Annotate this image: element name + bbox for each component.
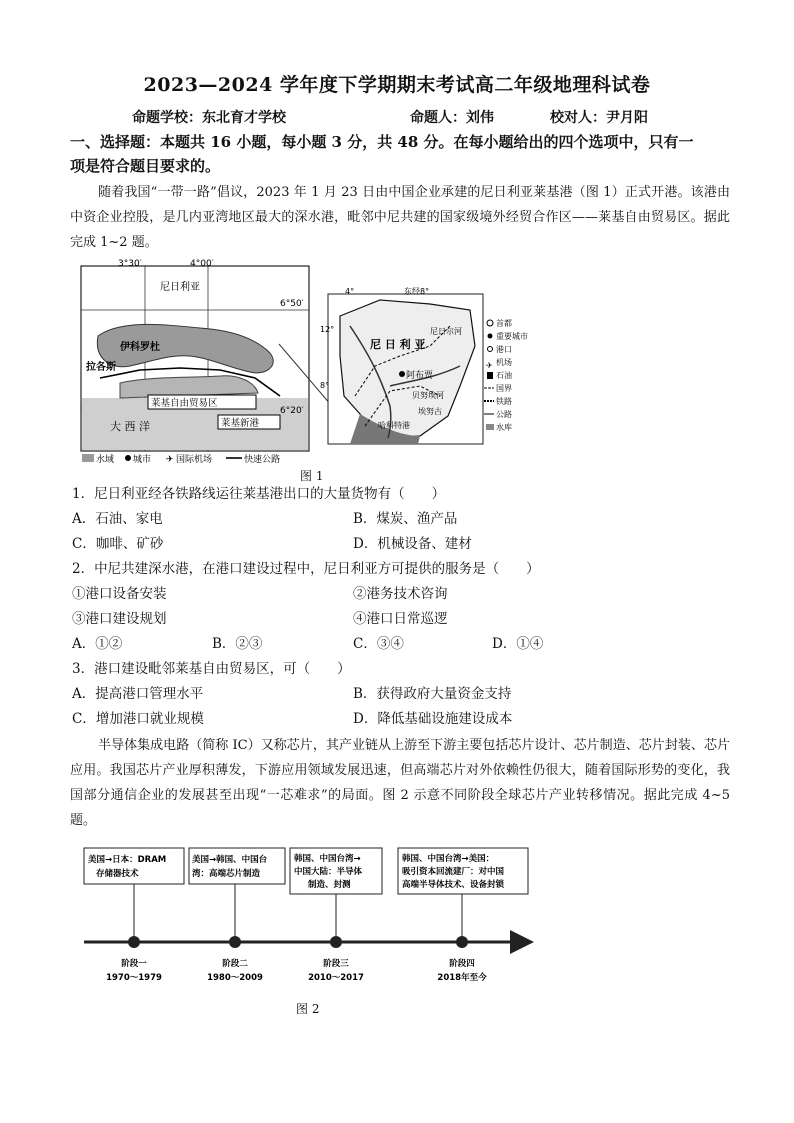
section-heading <box>70 130 730 178</box>
q3-option-b[interactable]: B．获得政府大量资金支持 <box>353 686 512 702</box>
stage3-dot <box>330 936 342 948</box>
right-map-lat-b: 8° <box>320 381 330 390</box>
legend-airport-r: 机场 <box>496 358 512 367</box>
stage4-dot <box>456 936 468 948</box>
right-map-lat-a: 12° <box>320 325 335 334</box>
legend-reservoir: 水库 <box>496 423 512 432</box>
stage2-dot <box>229 936 241 948</box>
right-map-city2: 埃努古 <box>418 407 442 416</box>
oil-icon <box>487 372 493 379</box>
stage4-name: 阶段四 <box>449 959 475 969</box>
left-map-port: 莱基新港 <box>221 418 260 429</box>
stage1-line1: 美国→日本：DRAM <box>88 855 167 865</box>
stage3-line3: 制造、封测 <box>308 880 351 890</box>
legend-capital: 首都 <box>496 319 512 328</box>
figure1-right-map <box>320 286 534 454</box>
figure2-caption: 图 2 <box>296 1002 320 1016</box>
figure2-timeline <box>82 844 542 994</box>
stage4-years: 2018年至今 <box>437 973 487 983</box>
right-map-country: 尼 日 利 亚 <box>370 338 426 351</box>
port-icon <box>488 347 493 352</box>
q3-option-c[interactable]: C．增加港口就业规模 <box>72 711 204 727</box>
stage3-line1: 韩国、中国台湾→ <box>294 854 361 864</box>
q3-option-a[interactable]: A．提高港口管理水平 <box>72 686 204 702</box>
stage2-name: 阶段二 <box>222 959 248 969</box>
page-title: 2023—2024 学年度下学期期末考试高二年级地理科试卷 <box>143 74 651 96</box>
right-map-lon-a: 4° <box>345 287 355 296</box>
passage-1: 随着我国“一带一路”倡议，2023 年 1 月 23 日由中国企业承建的尼日利亚莱基港（图 1）正式开港。该港由中资企业控股，是几内亚湾地区最大的深水港，毗邻中尼共建的国家级境外经贸合作区——莱基自由贸易区。据此完成 1~2 题。 <box>70 185 730 250</box>
q2-item-4: ④港口日常巡逻 <box>353 611 448 627</box>
stage1-name: 阶段一 <box>121 959 147 969</box>
right-map-river2: 贝努埃河 <box>412 391 444 400</box>
stage1-dot <box>128 936 140 948</box>
q2-option-c[interactable]: C．③④ <box>353 636 404 652</box>
q2-item-3: ③港口建设规划 <box>72 611 167 627</box>
legend-oil: 石油 <box>496 371 512 380</box>
stage2-line1: 美国→韩国、中国台 <box>192 855 268 865</box>
left-map-ocean: 大 西 洋 <box>110 420 150 433</box>
left-map-lat1: 6°50′ <box>280 299 304 309</box>
legend-road: 快速公路 <box>244 455 281 465</box>
right-map-river1: 尼日尔河 <box>430 327 462 336</box>
legend-airport-icon: ✈ <box>166 455 174 465</box>
q2-item-1: ①港口设备安装 <box>72 586 167 602</box>
legend-major-city: 重要城市 <box>496 332 528 341</box>
left-map-lon2: 4°00′ <box>190 259 214 269</box>
stage3-name: 阶段三 <box>323 959 349 969</box>
legend-airport: 国际机场 <box>176 455 213 465</box>
stage2-years: 1980～2009 <box>207 973 263 983</box>
right-map-capital: 阿布贾 <box>406 371 434 381</box>
q2-option-a[interactable]: A．①② <box>72 636 123 652</box>
q2-option-d[interactable]: D．①④ <box>492 636 544 652</box>
left-map-lat2: 6°20′ <box>280 406 304 416</box>
q1-option-d[interactable]: D．机械设备、建材 <box>353 536 472 552</box>
legend-water-icon <box>82 454 94 462</box>
legend-city: 城市 <box>133 455 152 465</box>
q2-stem: 2．中尼共建深水港，在港口建设过程中，尼日利亚方可提供的服务是（ ） <box>72 561 540 577</box>
section-heading-line1: 一、选择题：本题共 16 小题，每小题 3 分，共 48 分。在每小题给出的四个选项中，只有一 <box>70 133 694 151</box>
airport-icon: ✈ <box>486 361 493 370</box>
stage1-line2: 存储器技术 <box>96 869 139 879</box>
city-icon <box>488 334 493 339</box>
legend-railway: 铁路 <box>496 397 512 406</box>
exam-proofreader: 校对人：尹月阳 <box>550 110 648 126</box>
legend-water: 水域 <box>96 455 115 465</box>
stage2-line2: 湾：高端芯片制造 <box>192 869 261 879</box>
exam-author: 命题人：刘伟 <box>410 110 494 126</box>
q3-stem: 3．港口建设毗邻莱基自由贸易区，可（ ） <box>72 661 351 677</box>
stage4-line2: 吸引资本回流建厂：对中国 <box>402 867 505 877</box>
stage3-line2: 中国大陆：半导体 <box>294 867 363 877</box>
right-map-lon-b: 东经8° <box>404 287 430 296</box>
section-heading-line2: 项是符合题目要求的。 <box>70 157 221 175</box>
q1-stem: 1．尼日利亚经各铁路线运往莱基港出口的大量货物有（ ） <box>72 486 446 502</box>
reservoir-icon <box>486 424 494 430</box>
legend-highway: 公路 <box>496 410 512 419</box>
legend-port: 港口 <box>496 345 512 354</box>
left-map-lagoon: 伊科罗杜 <box>120 342 160 353</box>
legend-border: 国界 <box>496 384 512 393</box>
left-map-ftz: 莱基自由贸易区 <box>151 398 218 409</box>
exam-school: 命题学校：东北育才学校 <box>132 110 286 126</box>
q1-option-c[interactable]: C．咖啡、矿砂 <box>72 536 164 552</box>
stage4-line3: 高端半导体技术、设备封锁 <box>402 880 505 890</box>
q1-option-a[interactable]: A．石油、家电 <box>72 511 163 527</box>
stage1-years: 1970～1979 <box>106 973 162 983</box>
left-map-city: 拉各斯 <box>86 362 116 373</box>
legend-city-icon <box>125 455 131 461</box>
left-map-lon1: 3°30′ <box>118 259 142 269</box>
q2-option-b[interactable]: B．②③ <box>212 636 263 652</box>
q3-option-d[interactable]: D．降低基础设施建设成本 <box>353 711 513 727</box>
capital-icon <box>487 320 493 326</box>
figure1-caption: 图 1 <box>300 469 324 483</box>
stage3-years: 2010～2017 <box>308 973 364 983</box>
right-map-place: 哈科特港 <box>378 421 410 430</box>
passage-2: 半导体集成电路（简称 IC）又称芯片，其产业链从上游至下游主要包括芯片设计、芯片制造、芯片封装、芯片应用。我国芯片产业厚积薄发，下游应用领域发展迅速，但高端芯片对外依赖性仍很大，随着国际形势的变化，我国部分通信企业的发展甚至出现“一芯难求”的局面。图 2 示意不同阶段全球芯片产业转移情况。据此完成 4~5 题。 <box>70 738 730 828</box>
stage4-line1: 韩国、中国台湾→美国： <box>402 854 495 864</box>
q1-option-b[interactable]: B．煤炭、渔产品 <box>353 511 458 527</box>
q2-item-2: ②港务技术咨询 <box>353 586 448 602</box>
left-map-country: 尼日利亚 <box>160 282 200 293</box>
